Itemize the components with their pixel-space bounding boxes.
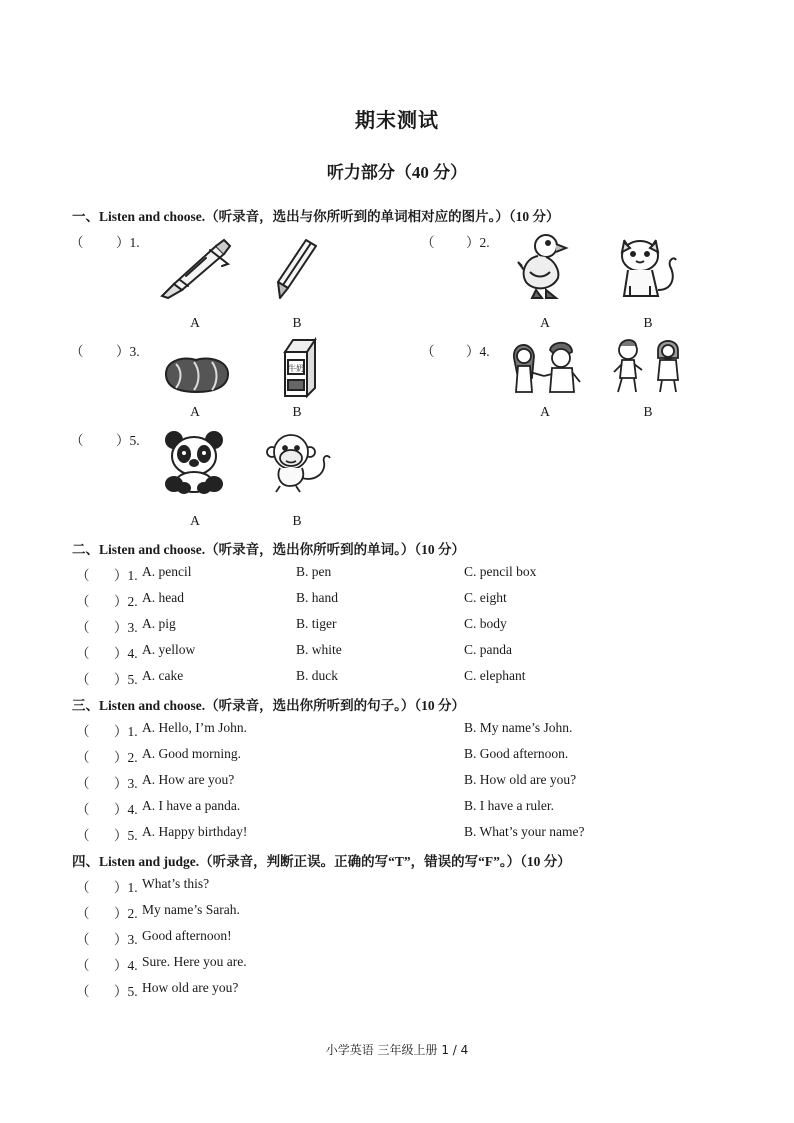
section-1-heading: 一、Listen and choose.（听录音，选出与你所听到的单词相对应的图片。）（10 分） bbox=[72, 209, 560, 224]
question-number: ）5. bbox=[114, 672, 138, 687]
option-b: B. My name’s John. bbox=[464, 720, 573, 735]
option-b: B. Good afternoon. bbox=[464, 746, 569, 761]
answer-bracket-open: （ bbox=[76, 750, 90, 765]
option-c: C. eight bbox=[464, 590, 507, 605]
option-b-label: B bbox=[643, 315, 653, 330]
answer-bracket-open: （ bbox=[421, 344, 435, 359]
question-number: ）5. bbox=[116, 433, 140, 448]
answer-bracket-open: （ bbox=[76, 620, 90, 635]
monkey-icon bbox=[266, 432, 332, 499]
option-a: A. cake bbox=[142, 668, 184, 683]
answer-bracket-open: （ bbox=[76, 802, 90, 817]
duck-icon bbox=[516, 232, 566, 305]
option-c: C. elephant bbox=[464, 668, 526, 683]
two-children-icon bbox=[612, 338, 686, 399]
answer-bracket-open: （ bbox=[76, 672, 90, 687]
option-a: A. yellow bbox=[142, 642, 196, 657]
fountain-pen-icon bbox=[158, 236, 232, 305]
option-a: A. Hello, I’m John. bbox=[142, 720, 247, 735]
option-c: C. body bbox=[464, 616, 507, 631]
question-number: ）1. bbox=[114, 568, 138, 583]
answer-bracket-open: （ bbox=[76, 958, 90, 973]
option-b: B. What’s your name? bbox=[464, 824, 585, 839]
question-number: ）4. bbox=[114, 958, 138, 973]
question-number: ）5. bbox=[114, 828, 138, 843]
question-number: ）1. bbox=[114, 724, 138, 739]
option-b: B. hand bbox=[296, 590, 338, 605]
question-number: ）3. bbox=[114, 776, 138, 791]
option-a-label: A bbox=[540, 315, 550, 330]
statement-text: How old are you? bbox=[142, 980, 239, 995]
question-number: ）2. bbox=[114, 906, 138, 921]
option-a-label: A bbox=[190, 404, 200, 419]
question-number: ）5. bbox=[114, 984, 138, 999]
question-number: ）2. bbox=[114, 594, 138, 609]
option-a: A. head bbox=[142, 590, 184, 605]
page-footer: 小学英语 三年级上册 1 / 4 bbox=[325, 1043, 469, 1057]
answer-bracket-open: （ bbox=[70, 344, 84, 359]
answer-bracket-open: （ bbox=[76, 646, 90, 661]
bread-icon bbox=[162, 354, 232, 399]
option-b: B. I have a ruler. bbox=[464, 798, 554, 813]
question-number: ）4. bbox=[466, 344, 490, 359]
answer-bracket-open: （ bbox=[76, 776, 90, 791]
answer-bracket-open: （ bbox=[421, 235, 435, 250]
question-number: ）3. bbox=[114, 620, 138, 635]
option-a-label: A bbox=[190, 513, 200, 528]
option-b: B. How old are you? bbox=[464, 772, 577, 787]
option-b: B. pen bbox=[296, 564, 332, 579]
option-a: A. Happy birthday! bbox=[142, 824, 248, 839]
page-title: 期末测试 bbox=[355, 110, 439, 132]
option-a: A. Good morning. bbox=[142, 746, 241, 761]
answer-bracket-open: （ bbox=[76, 906, 90, 921]
answer-bracket-open: （ bbox=[76, 932, 90, 947]
girl-and-boy-icon bbox=[510, 338, 584, 399]
option-b: B. white bbox=[296, 642, 342, 657]
answer-bracket-open: （ bbox=[76, 568, 90, 583]
question-number: ）3. bbox=[114, 932, 138, 947]
question-number: ）1. bbox=[114, 880, 138, 895]
statement-text: What’s this? bbox=[142, 876, 210, 891]
question-number: ）4. bbox=[114, 802, 138, 817]
answer-bracket-open: （ bbox=[76, 724, 90, 739]
option-c: C. panda bbox=[464, 642, 512, 657]
svg-text:牛奶: 牛奶 bbox=[288, 364, 304, 373]
panda-icon bbox=[162, 430, 226, 499]
option-b-label: B bbox=[292, 315, 302, 330]
statement-text: Sure. Here you are. bbox=[142, 954, 247, 969]
section-4-heading: 四、Listen and judge.（听录音，判断正误。正确的写“T”，错误的写“F”。）（10 分） bbox=[72, 854, 571, 869]
option-b: B. duck bbox=[296, 668, 338, 683]
option-a-label: A bbox=[190, 315, 200, 330]
milk-carton-icon bbox=[279, 338, 321, 403]
section-2-heading: 二、Listen and choose.（听录音，选出你所听到的单词。）（10 分） bbox=[72, 542, 466, 557]
statement-text: Good afternoon! bbox=[142, 928, 232, 943]
answer-bracket-open: （ bbox=[70, 433, 84, 448]
option-b-label: B bbox=[292, 404, 302, 419]
question-number: ）4. bbox=[114, 646, 138, 661]
option-b-label: B bbox=[292, 513, 302, 528]
answer-bracket-open: （ bbox=[76, 594, 90, 609]
pencil-icon bbox=[276, 236, 320, 305]
option-a: A. pencil bbox=[142, 564, 192, 579]
cat-icon bbox=[618, 234, 680, 305]
page-subtitle: 听力部分（40 分） bbox=[326, 163, 468, 182]
answer-bracket-open: （ bbox=[76, 828, 90, 843]
answer-bracket-open: （ bbox=[76, 880, 90, 895]
option-c: C. pencil box bbox=[464, 564, 537, 579]
question-number: ）1. bbox=[116, 235, 140, 250]
option-a-label: A bbox=[540, 404, 550, 419]
option-a: A. pig bbox=[142, 616, 176, 631]
section-3-heading: 三、Listen and choose.（听录音，选出你所听到的句子。）（10 分） bbox=[72, 698, 466, 713]
question-number: ）2. bbox=[114, 750, 138, 765]
statement-text: My name’s Sarah. bbox=[142, 902, 240, 917]
answer-bracket-open: （ bbox=[76, 984, 90, 999]
answer-bracket-open: （ bbox=[70, 235, 84, 250]
option-a: A. How are you? bbox=[142, 772, 235, 787]
option-a: A. I have a panda. bbox=[142, 798, 241, 813]
question-number: ）3. bbox=[116, 344, 140, 359]
option-b-label: B bbox=[643, 404, 653, 419]
option-b: B. tiger bbox=[296, 616, 337, 631]
question-number: ）2. bbox=[466, 235, 490, 250]
